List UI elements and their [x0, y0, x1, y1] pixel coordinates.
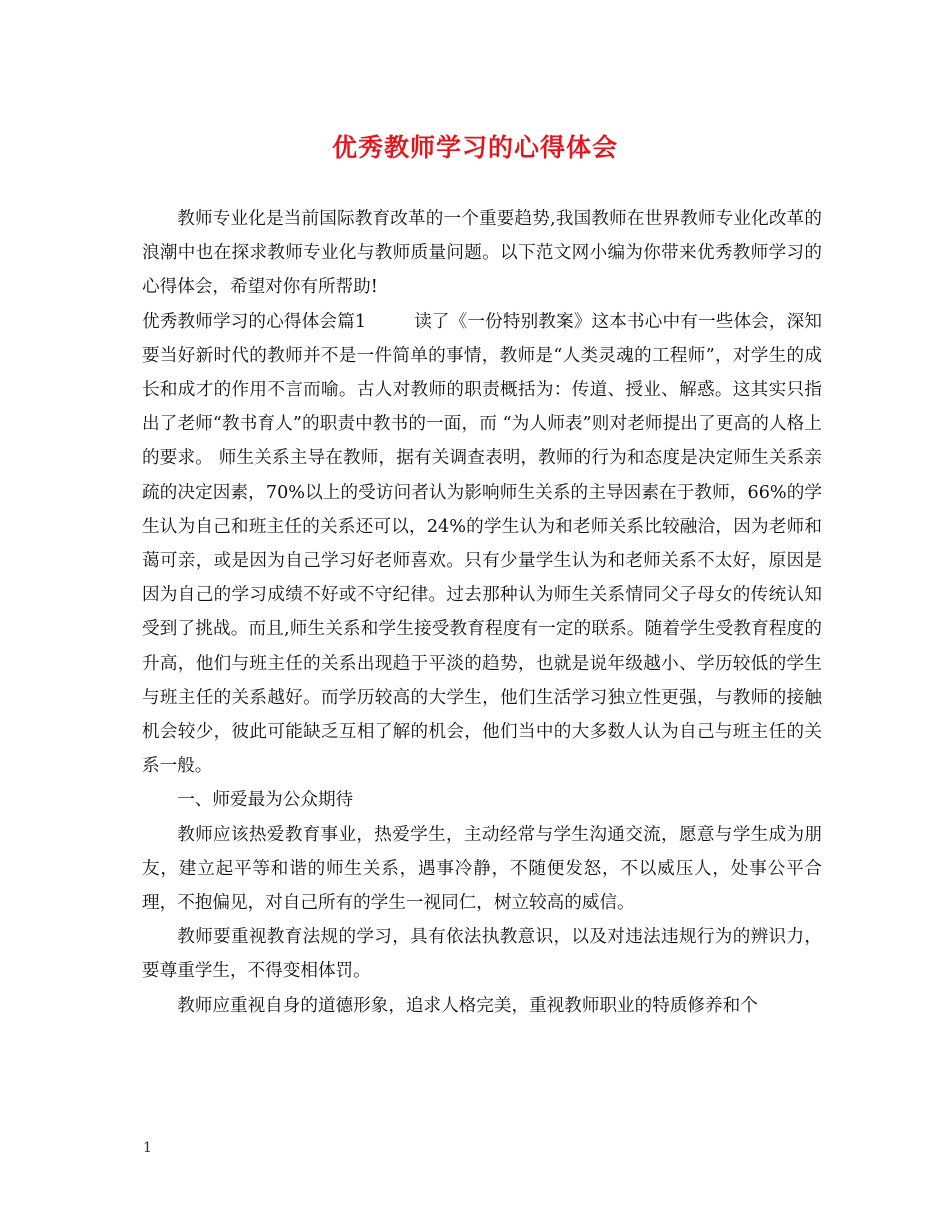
- document-body: [142, 202, 822, 1023]
- section1-heading: 优秀教师学习的心得体会篇1: [142, 311, 367, 332]
- paragraph-teacher-love: 教师应该热爱教育事业，热爱学生，主动经常与学生沟通交流，愿意与学生成为朋友，建立起平等和谐的师生关系，遇事冷静，不随便发怒，不以威压人，处事公平合理，不抱偏见，对自己所有的学生一视同仁，树立较高的威信。: [142, 824, 822, 914]
- page-number: 1: [143, 1140, 152, 1156]
- document-title: 优秀教师学习的心得体会: [331, 133, 618, 162]
- paragraph-law-study: 教师要重视教育法规的学习，具有依法执教意识，以及对违法违规行为的辨识力，要尊重学生，不得变相体罚。: [142, 927, 822, 982]
- section1-paragraph: [142, 305, 822, 784]
- subheading-1: 一、师爱最为公众期待: [177, 790, 354, 811]
- intro-paragraph: 教师专业化是当前国际教育改革的一个重要趋势,我国教师在世界教师专业化改革的浪潮中也在探求教师专业化与教师质量问题。以下范文网小编为你带来优秀教师学习的心得体会，希望对你有所帮助!: [142, 209, 822, 298]
- section1-text: 读了《一份特别教案》这本书心中有一些体会，深知要当好新时代的教师并不是一件简单的事情，教师是“人类灵魂的工程师”，对学生的成长和成才的作用不言而喻。古人对教师的职责概括为：传道、授业、解惑。这其实只指出了老师“教书育人”的职责中教书的一面，而 “为人师表”则对老师提出了更高的人格上的要求。 师生关系主导在教师，据有关调查表明，教师的行为和态度是决定师生关系亲疏的决定因素，70%以上的受访问者认为影响师生关系的主导因素在于教师，66%的学生认为自己和班主任的关系还可以，24%的学生认为和老师关系比较融洽，因为老师和蔼可亲，或是因为自己学习好老师喜欢。只有少量学生认为和老师关系不太好，原因是因为自己的学习成绩不好或不守纪律。过去那种认为师生关系情同父子母女的传统认知受到了挑战。而且,师生关系和学生接受教育程度有一定的联系。随着学生受教育程度的升高，他们与班主任的关系出现趋于平淡的趋势，也就是说年级越小、学历较低的学生与班主任的关系越好。而学历较高的大学生，他们生活学习独立性更强，与教师的接触机会较少，彼此可能缺乏互相了解的机会，他们当中的大多数人认为自己与班主任的关系一般。: [142, 311, 822, 777]
- paragraph-moral-image: 教师应重视自身的道德形象，追求人格完美，重视教师职业的特质修养和个: [177, 995, 758, 1016]
